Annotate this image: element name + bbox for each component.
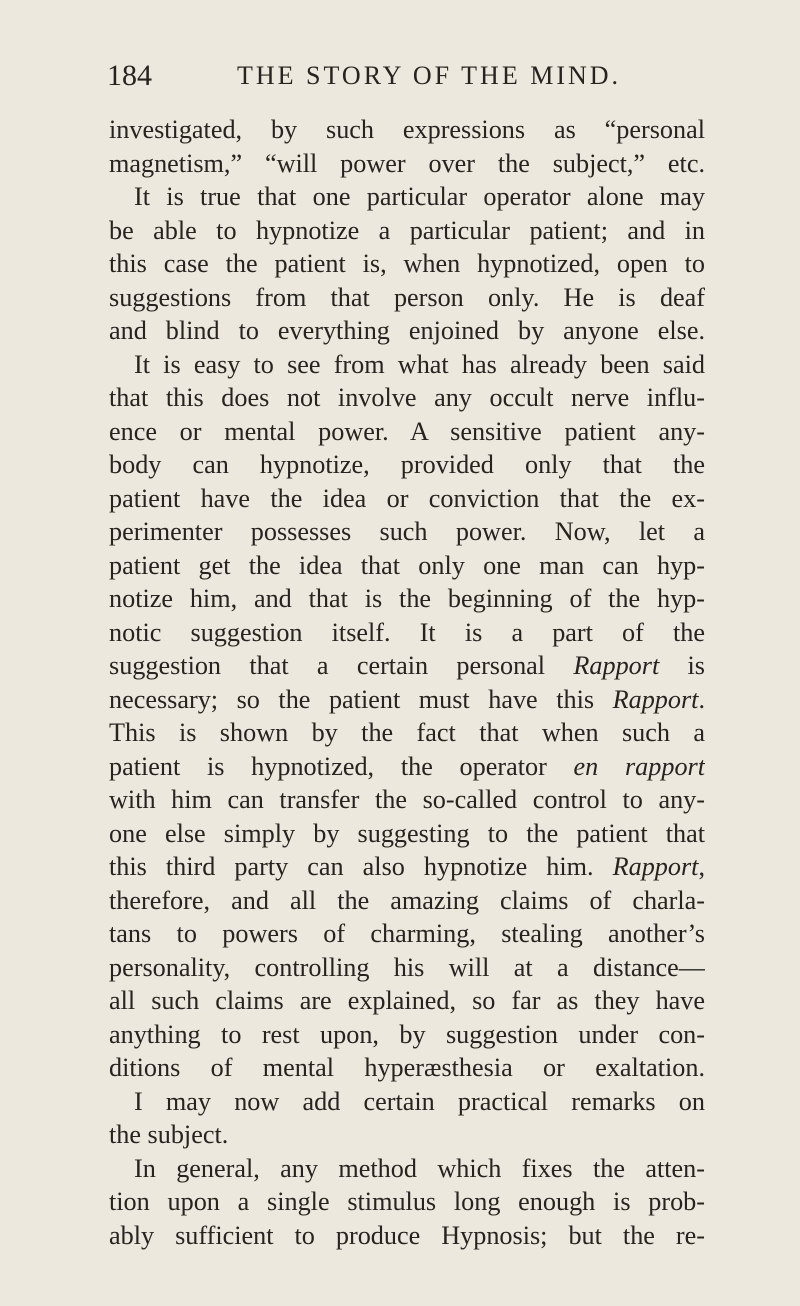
text-line: that this does not involve any occult nerve influ- [109,383,705,412]
text-line: patient have the idea or conviction that the ex- [109,483,705,513]
text-line: patient is hypnotized, the operator en rapport [109,751,705,781]
text-line: patient get the idea that only one man can hyp- [109,550,705,580]
text-line: this third party can also hypnotize him. Rapport, [109,852,705,881]
text-line: perimenter possesses such power. Now, let a [109,517,705,546]
text-line: with him can transfer the so-called control to any- [109,785,705,814]
text-line: and blind to everything enjoined by anyone else. [109,316,705,345]
text-line: ably sufficient to produce Hypnosis; but the re- [109,1220,705,1250]
text-line: personality, controlling his will at a distance— [109,952,705,982]
text-line: In general, any method which fixes the atten- [134,1153,705,1183]
text-line: therefore, and all the amazing claims of charla- [109,885,705,915]
text-line: be able to hypnotize a particular patient; and in [109,215,705,245]
text-line: this case the patient is, when hypnotized, open to [109,249,705,278]
text-line: all such claims are explained, so far as they have [109,986,705,1015]
text-line: magnetism,” “will power over the subject,” etc. [109,148,705,178]
text-line: notic suggestion itself. It is a part of the [109,617,705,647]
body-text [109,113,705,1252]
running-head: THE STORY OF THE MIND. [237,61,622,90]
page-header [107,56,707,96]
text-line: It is easy to see from what has already been said [134,349,705,379]
text-line: anything to rest upon, by suggestion under con- [109,1019,705,1049]
text-line: tans to powers of charming, stealing another’s [109,919,705,948]
text-line: notize him, and that is the beginning of the hyp- [109,584,705,613]
text-line: investigated, by such expressions as “personal [109,115,705,144]
text-line: This is shown by the fact that when such a [109,718,705,747]
text-line: suggestion that a certain personal Rapport is [109,651,705,680]
page-number: 184 [107,59,152,92]
text-line: ence or mental power. A sensitive patient any- [109,416,705,446]
text-line: It is true that one particular operator alone may [134,182,705,211]
text-line: I may now add certain practical remarks on [134,1086,705,1116]
text-line: the subject. [109,1120,229,1149]
text-line: suggestions from that person only. He is deaf [109,282,705,312]
text-line: tion upon a single stimulus long enough is prob- [109,1187,705,1216]
text-line: one else simply by suggesting to the patient that [109,818,705,848]
text-line: ditions of mental hyperæsthesia or exaltation. [109,1053,705,1082]
text-line: body can hypnotize, provided only that the [109,450,705,479]
text-line: necessary; so the patient must have this Rapport. [109,684,705,714]
